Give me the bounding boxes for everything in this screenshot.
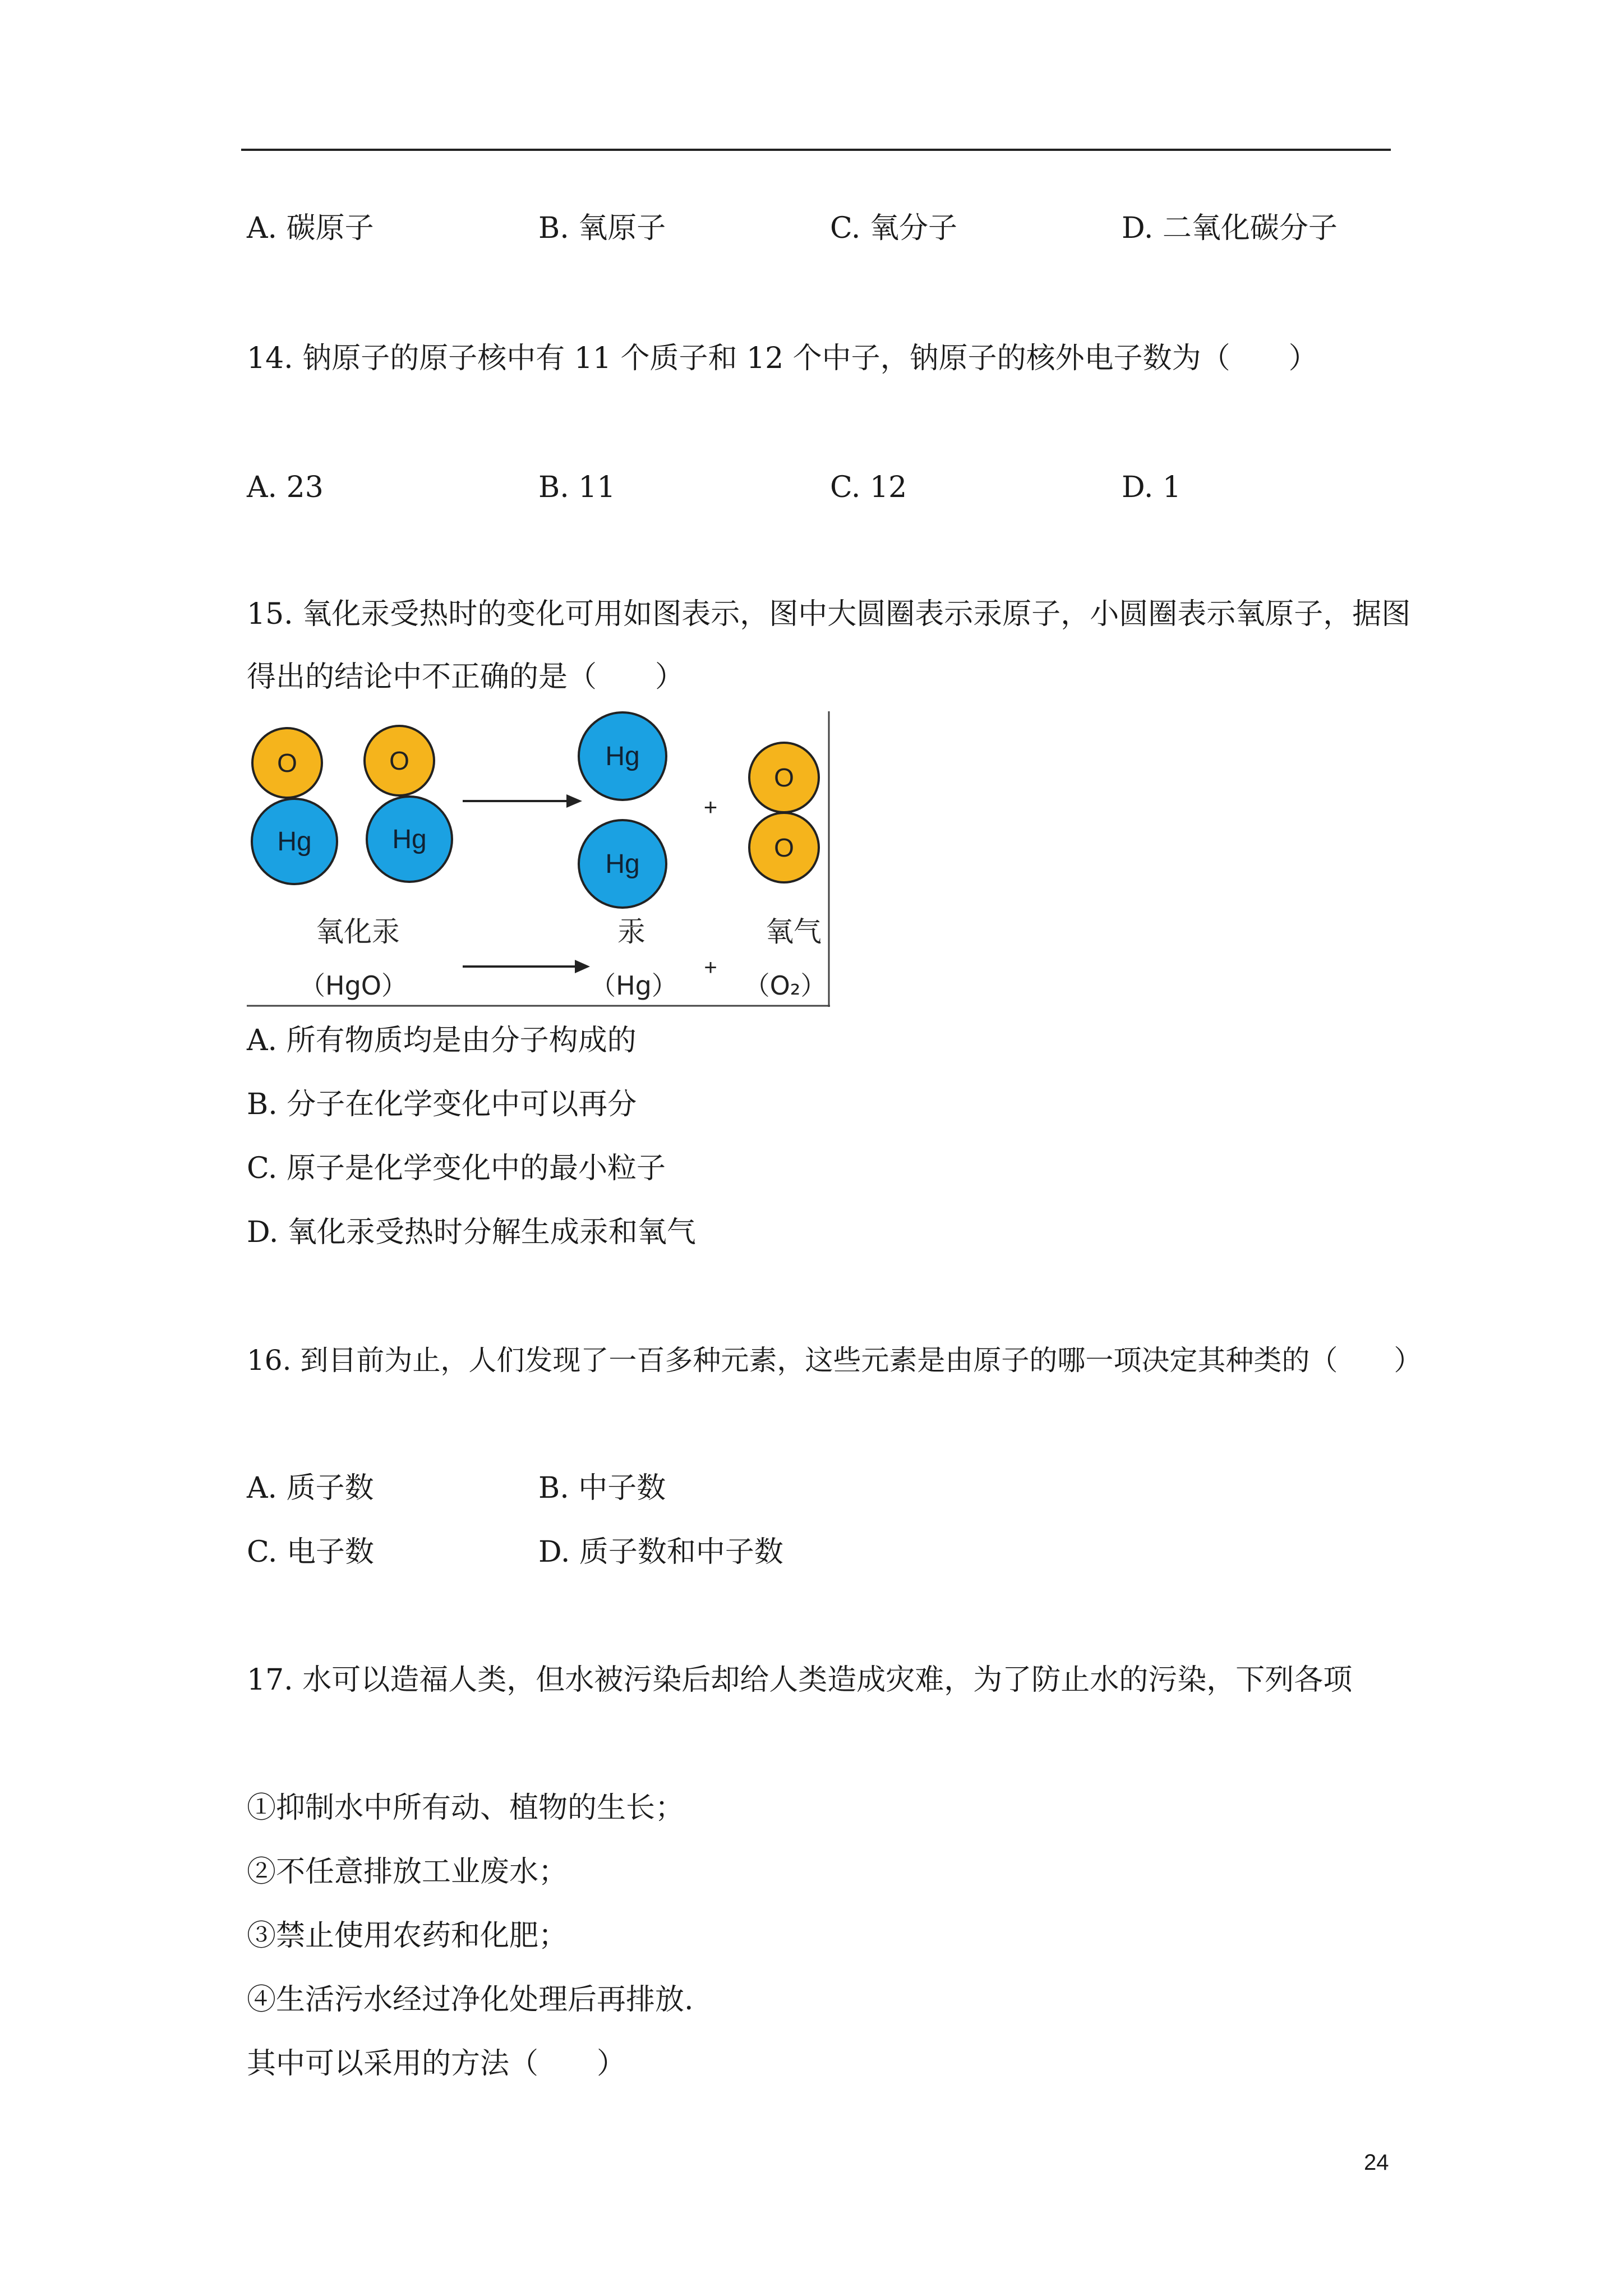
q16-option-b: B. 中子数 [538,1471,666,1505]
q16-stem: 16. 到目前为止，人们发现了一百多种元素，这些元素是由原子的哪一项决定其种类的（ ） [247,1344,1422,1377]
product1-name: 汞 [617,915,645,948]
reaction-diagram [247,711,831,1009]
plus-sign-bottom: + [704,955,717,980]
reactant-formula: （HgO） [299,970,407,1001]
oxygen-symbol: O [389,746,409,775]
mercury-symbol: Hg [277,827,312,857]
q17-item-2: ②不任意排放工业废水； [247,1855,568,1889]
q15-stem-line2: 得出的结论中不正确的是（ ） [247,660,685,694]
oxygen-symbol: O [277,748,297,777]
hgo-molecule-1 [252,728,337,884]
q17-item-3: ③禁止使用农药和化肥； [247,1919,568,1953]
q14-option-d: D. 1 [1122,471,1181,504]
header-rule [241,149,1391,151]
mercury-symbol: Hg [392,825,427,854]
oxygen-molecule [749,743,819,882]
q14-option-c: C. 12 [830,471,907,504]
hgo-molecule-2 [365,726,452,882]
q16-option-c: C. 电子数 [247,1535,374,1569]
mercury-oxide-decomposition-figure [247,711,831,1009]
plus-sign-top: + [703,794,718,820]
q15-option-d: D. 氧化汞受热时分解生成汞和氧气 [247,1216,696,1249]
product2-name: 氧气 [766,915,822,948]
q17-tail: 其中可以采用的方法（ ） [247,2047,626,2081]
product1-formula: （Hg） [590,970,677,1001]
q16-option-a: A. 质子数 [247,1471,374,1505]
q17-item-1: ①抑制水中所有动、植物的生长； [247,1791,685,1825]
oxygen-symbol: O [774,833,794,862]
q15-option-a: A. 所有物质均是由分子构成的 [247,1024,637,1057]
q14-option-a: A. 23 [247,471,324,504]
q13-option-c: C. 氧分子 [830,211,957,245]
mercury-symbol: Hg [605,742,640,771]
oxygen-symbol: O [774,763,794,792]
q17-item-4: ④生活污水经过净化处理后再排放. [247,1983,694,2017]
q17-stem: 17. 水可以造福人类，但水被污染后却给人类造成灾难，为了防止水的污染，下列各项 [247,1663,1353,1697]
product2-formula: （O₂） [744,970,827,1001]
q15-option-c: C. 原子是化学变化中的最小粒子 [247,1152,666,1185]
q16-option-d: D. 质子数和中子数 [538,1535,783,1569]
reaction-arrow-bottom [463,960,590,973]
page-number: 24 [1364,2150,1389,2175]
q13-option-a: A. 碳原子 [247,211,374,245]
q15-option-b: B. 分子在化学变化中可以再分 [247,1088,637,1121]
reaction-arrow-top [463,794,582,808]
q15-stem-line1: 15. 氧化汞受热时的变化可用如图表示，图中大圆圈表示汞原子，小圆圈表示氧原子，据图 [247,597,1411,631]
mercury-symbol: Hg [605,849,640,879]
q14-option-b: B. 11 [538,471,616,504]
reactant-name: 氧化汞 [316,915,400,948]
q13-option-d: D. 二氧化碳分子 [1122,211,1338,245]
q14-stem: 14. 钠原子的原子核中有 11 个质子和 12 个中子，钠原子的核外电子数为（ ） [247,342,1318,375]
q13-option-b: B. 氧原子 [538,211,666,245]
